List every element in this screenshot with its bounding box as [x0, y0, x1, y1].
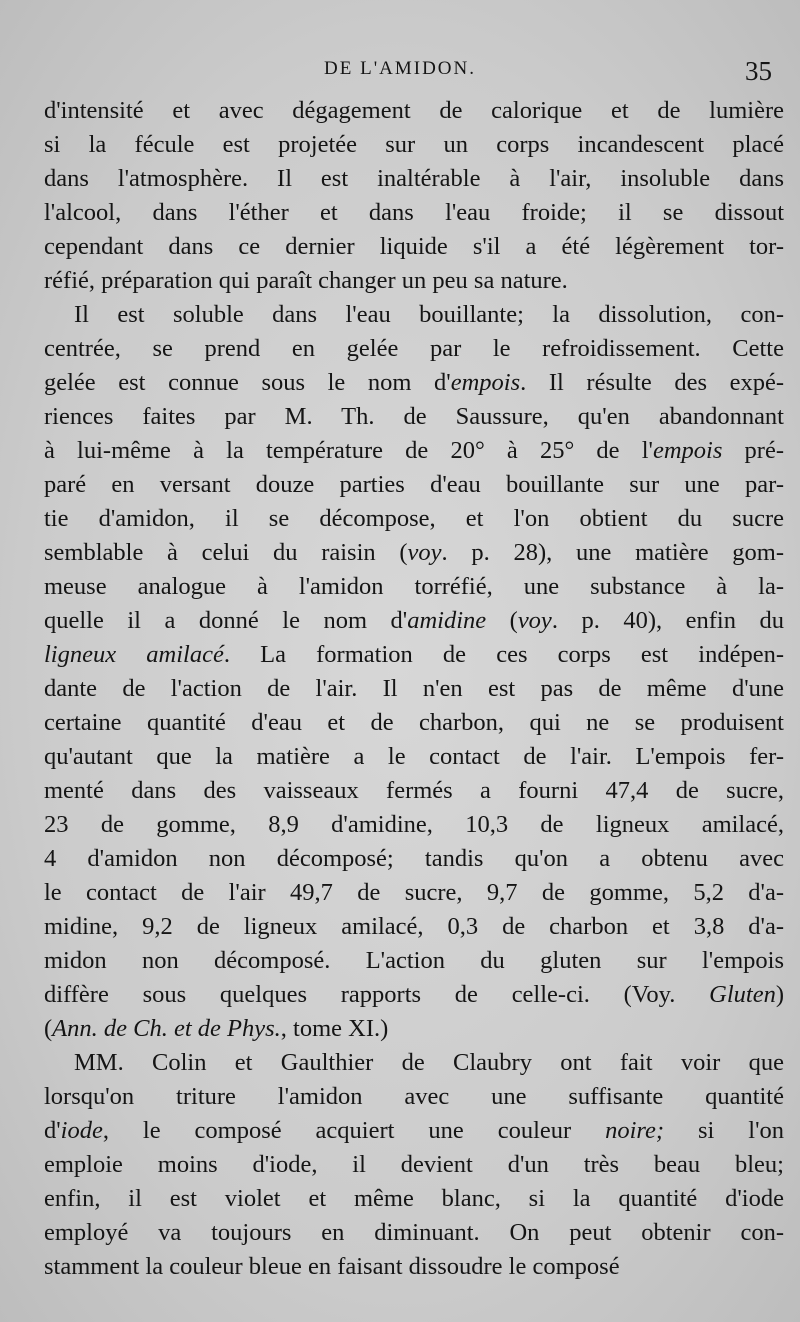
text-line: [44, 94, 784, 128]
text-line: [44, 978, 784, 1012]
text-line: [44, 910, 784, 944]
text-run: menté dans des vaisseaux fermés a fourni 47,4 de sucre,: [44, 777, 784, 804]
text-line: [44, 774, 784, 808]
text-line: [44, 230, 784, 264]
text-line: [44, 1250, 784, 1284]
text-run: diffère sous quelques rapports de celle-ci. (Voy.: [44, 981, 710, 1008]
italic-text: empois: [450, 369, 521, 396]
text-line: [44, 1182, 784, 1216]
text-line: [44, 1012, 784, 1046]
italic-text: ligneux amilacé: [44, 641, 224, 668]
text-line: [44, 1114, 784, 1148]
text-run: . La formation de ces corps est indépen-: [223, 641, 785, 668]
text-run: qu'autant que la matière a le contact de l'air. L'empois fer-: [44, 743, 784, 770]
text-line: [44, 536, 784, 570]
text-line: [44, 1216, 784, 1250]
text-run: d'intensité et avec dégagement de calorique et de lumière: [44, 97, 784, 124]
italic-text: noire;: [605, 1117, 665, 1144]
text-line: [44, 740, 784, 774]
text-line: [44, 672, 784, 706]
text-run: quelle il a donné le nom d': [44, 607, 408, 634]
text-run: . p. 40), enfin du: [551, 607, 784, 634]
text-line: [44, 332, 784, 366]
text-run: lorsqu'on triture l'amidon avec une suffisante quantité: [44, 1083, 784, 1110]
text-line: [44, 366, 784, 400]
italic-text: Gluten: [709, 981, 776, 1008]
text-run: Il est soluble dans l'eau bouillante; la dissolution, con-: [74, 301, 784, 328]
text-run: stamment la couleur bleue en faisant dissoudre le composé: [44, 1253, 620, 1280]
text-line: [44, 604, 784, 638]
text-line: [44, 638, 784, 672]
text-run: 4 d'amidon non décomposé; tandis qu'on a obtenu avec: [44, 845, 784, 872]
text-line: [44, 1148, 784, 1182]
text-run: midine, 9,2 de ligneux amilacé, 0,3 de charbon et 3,8 d'a-: [44, 913, 784, 940]
italic-text: iode: [60, 1117, 103, 1144]
text-line: [44, 434, 784, 468]
italic-text: empois: [652, 437, 723, 464]
page-number: 35: [745, 56, 772, 86]
text-run: , tome XI.): [280, 1015, 389, 1042]
text-run: semblable à celui du raisin (: [44, 539, 408, 566]
text-run: meuse analogue à l'amidon torréfié, une substance à la-: [44, 573, 784, 600]
text-run: , le composé acquiert une couleur: [102, 1117, 606, 1144]
italic-text: Ann. de Ch. et de Phys.: [52, 1015, 281, 1042]
text-line: [44, 196, 784, 230]
text-run: . p. 28), une matière gom-: [441, 539, 785, 566]
text-line: [44, 502, 784, 536]
paragraph: [44, 94, 784, 298]
text-run: riences faites par M. Th. de Saussure, qu'en abandonnant: [44, 403, 784, 430]
text-run: cependant dans ce dernier liquide s'il a été légèrement tor-: [44, 233, 784, 260]
text-line: [44, 298, 784, 332]
text-line: [44, 842, 784, 876]
text-run: centrée, se prend en gelée par le refroidissement. Cette: [44, 335, 784, 362]
text-line: [44, 468, 784, 502]
text-run: . Il résulte des expé-: [520, 369, 784, 396]
text-line: [44, 264, 784, 298]
text-run: (: [486, 607, 518, 634]
text-line: [44, 128, 784, 162]
text-run: (: [44, 1015, 53, 1042]
text-line: [44, 400, 784, 434]
text-run: dans l'atmosphère. Il est inaltérable à l'air, insoluble dans: [44, 165, 784, 192]
italic-text: voy: [407, 539, 442, 566]
text-run: gelée est connue sous le nom d': [44, 369, 451, 396]
text-run: à lui-même à la température de 20° à 25° de l': [44, 437, 653, 464]
text-run: si la fécule est projetée sur un corps incandescent placé: [44, 131, 784, 158]
text-run: d': [44, 1117, 61, 1144]
text-run: pré-: [722, 437, 784, 464]
text-run: MM. Colin et Gaulthier de Claubry ont fait voir que: [74, 1049, 784, 1076]
text-line: [44, 162, 784, 196]
running-head: [0, 56, 800, 90]
text-line: [44, 706, 784, 740]
text-line: [44, 808, 784, 842]
text-run: paré en versant douze parties d'eau bouillante sur une par-: [44, 471, 784, 498]
text-run: enfin, il est violet et même blanc, si la quantité d'iode: [44, 1185, 784, 1212]
text-line: [44, 570, 784, 604]
body-text: [44, 94, 784, 1284]
text-run: dante de l'action de l'air. Il n'en est pas de même d'une: [44, 675, 784, 702]
text-run: le contact de l'air 49,7 de sucre, 9,7 de gomme, 5,2 d'a-: [44, 879, 784, 906]
text-run: ): [775, 981, 784, 1008]
running-title: DE L'AMIDON.: [324, 58, 476, 79]
italic-text: amidine: [407, 607, 487, 634]
text-line: [44, 944, 784, 978]
text-run: 23 de gomme, 8,9 d'amidine, 10,3 de ligneux amilacé,: [44, 811, 784, 838]
text-run: certaine quantité d'eau et de charbon, qui ne se produisent: [44, 709, 784, 736]
paragraph: [44, 1046, 784, 1284]
text-run: l'alcool, dans l'éther et dans l'eau froide; il se dissout: [44, 199, 784, 226]
italic-text: voy: [517, 607, 552, 634]
text-run: si l'on: [664, 1117, 784, 1144]
text-line: [44, 1080, 784, 1114]
text-line: [44, 876, 784, 910]
text-run: midon non décomposé. L'action du gluten sur l'empois: [44, 947, 784, 974]
text-run: réfié, préparation qui paraît changer un peu sa nature.: [44, 267, 568, 294]
text-run: emploie moins d'iode, il devient d'un très beau bleu;: [44, 1151, 784, 1178]
paragraph: [44, 298, 784, 1046]
text-run: tie d'amidon, il se décompose, et l'on obtient du sucre: [44, 505, 784, 532]
text-run: employé va toujours en diminuant. On peut obtenir con-: [44, 1219, 784, 1246]
text-line: [44, 1046, 784, 1080]
